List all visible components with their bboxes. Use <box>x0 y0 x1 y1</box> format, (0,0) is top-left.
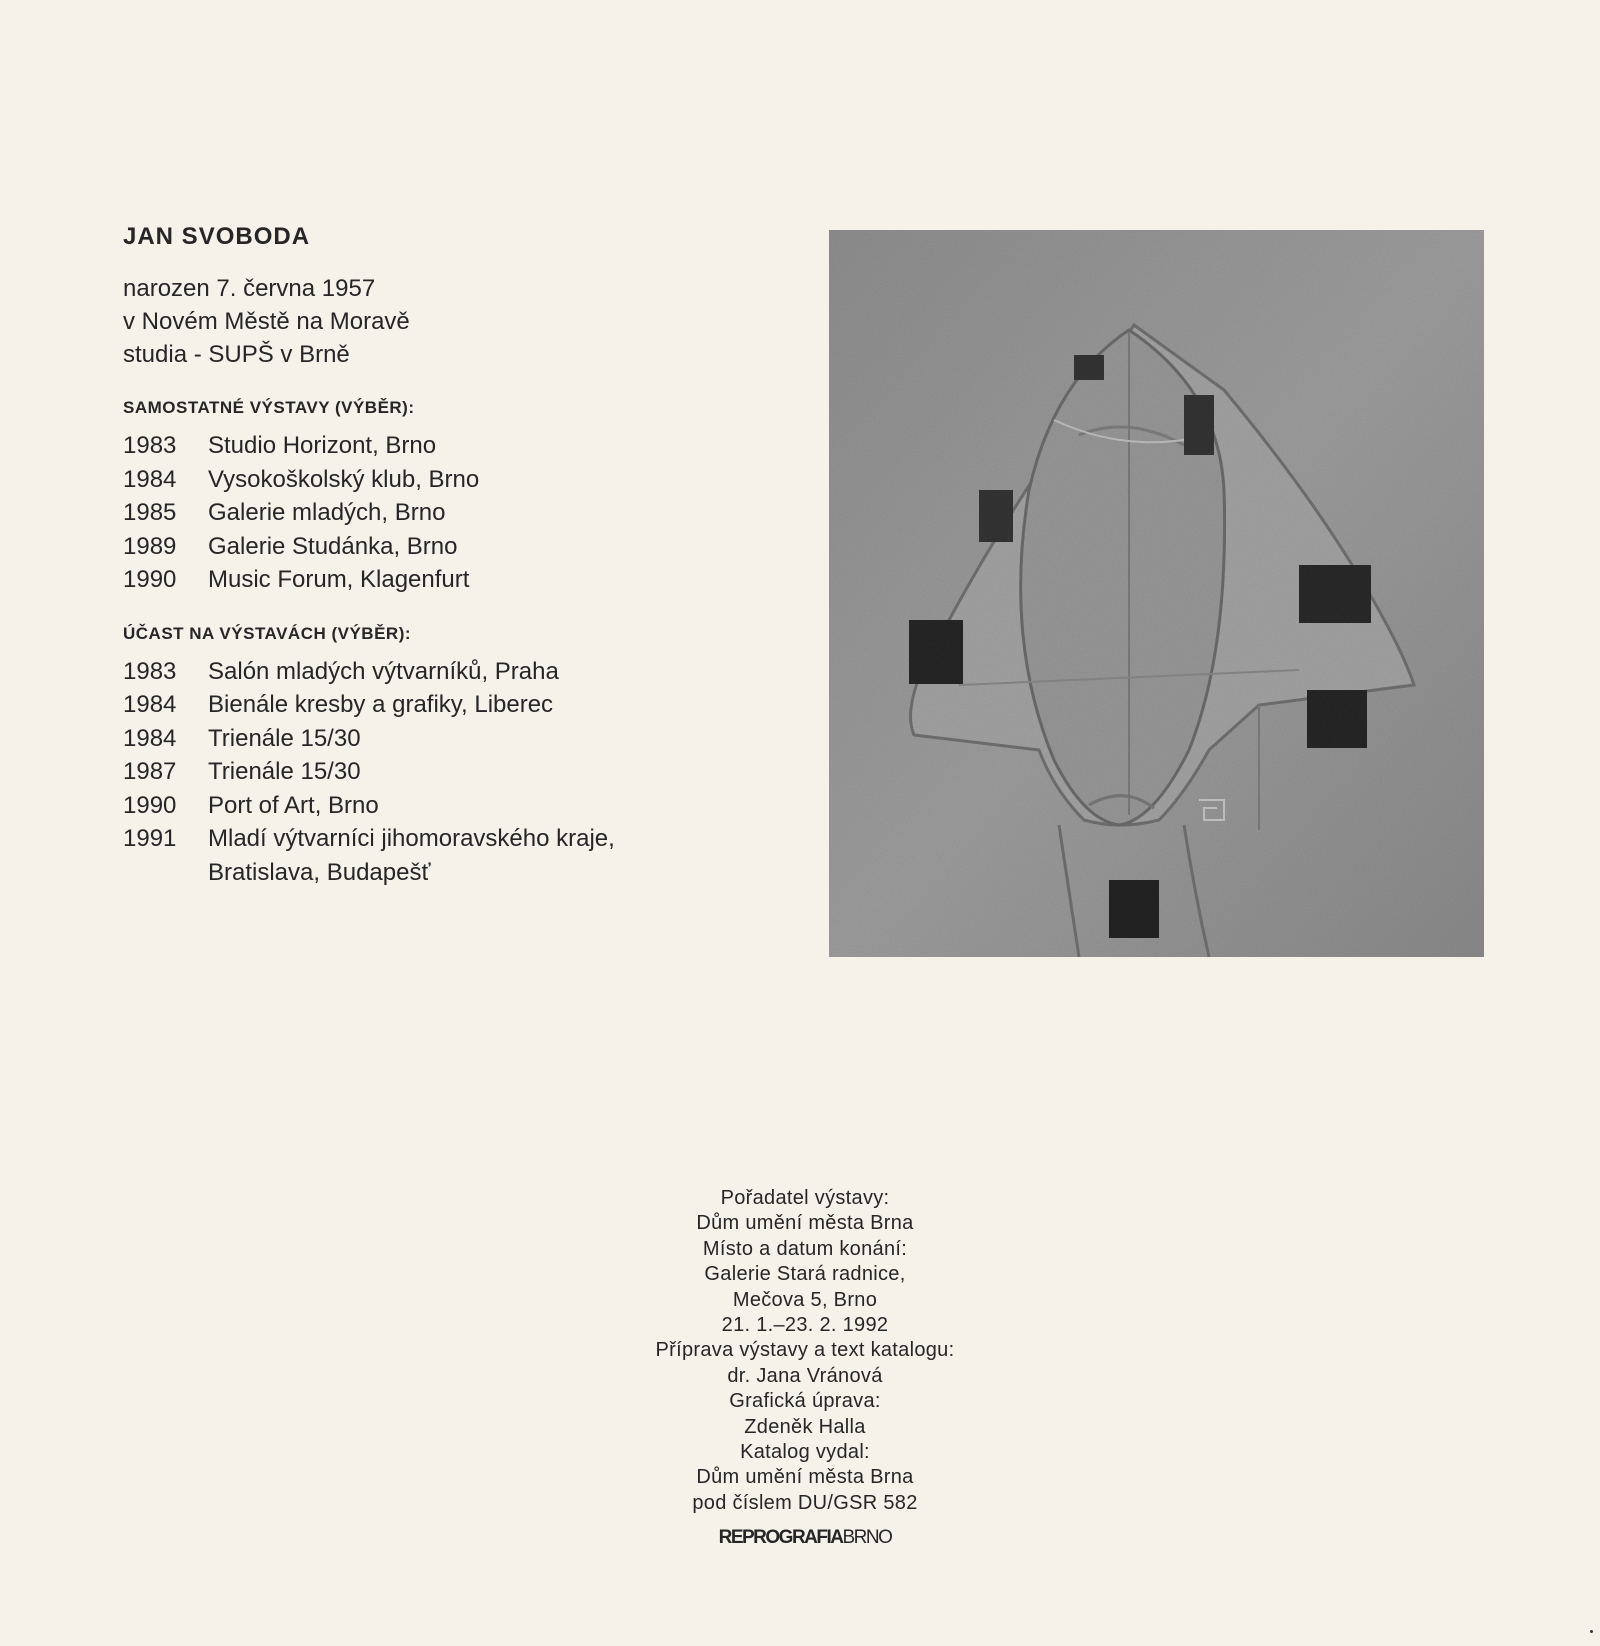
colophon-line: Dům umění města Brna <box>696 1466 914 1489</box>
colophon-line: Mečova 5, Brno <box>732 1288 878 1311</box>
group-exhibition-entry <box>123 655 743 689</box>
entry-place: Vysokoškolský klub, Brno <box>208 465 480 493</box>
colophon-line: pod číslem DU/GSR 582 <box>692 1491 918 1514</box>
solo-exhibition-entry <box>123 496 743 530</box>
printer-logo <box>560 1527 1050 1549</box>
colophon-line: Zdeněk Halla <box>744 1415 866 1438</box>
solo-exhibition-entry <box>123 530 743 564</box>
solo-exhibition-entry <box>123 429 743 463</box>
entry-year <box>123 856 208 890</box>
artist-name: JAN SVOBODA <box>123 223 311 250</box>
colophon-line: Dům umění města Brna <box>696 1212 914 1235</box>
solo-exhibition-entry <box>123 463 743 497</box>
artist-bio <box>123 222 743 889</box>
bio-birth-date: narozen 7. června 1957 <box>123 275 376 302</box>
colophon-line: Příprava výstavy a text katalogu: <box>655 1339 955 1362</box>
colophon-line: Místo a datum konání: <box>702 1237 908 1260</box>
group-exhibition-entry <box>123 688 743 722</box>
group-exhibition-entry <box>123 856 743 890</box>
corner-speck <box>1590 1630 1593 1633</box>
colophon-line: Katalog vydal: <box>740 1441 870 1464</box>
group-exhibition-entry <box>123 722 743 756</box>
group-exhibition-entry <box>123 755 743 789</box>
colophon <box>560 1186 1050 1516</box>
entry-place: Bratislava, Budapešť <box>208 858 431 886</box>
entry-place: Galerie mladých, Brno <box>208 499 446 526</box>
group-exhibitions-list <box>123 655 743 890</box>
colophon-line: 21. 1.–23. 2. 1992 <box>721 1314 889 1337</box>
entry-year: 1983 <box>123 432 177 459</box>
entry-place: Salón mladých výtvarníků, Praha <box>208 657 559 685</box>
entry-year: 1984 <box>123 724 177 752</box>
colophon-line: Pořadatel výstavy: <box>720 1187 890 1209</box>
entry-year: 1990 <box>123 566 177 593</box>
colophon-line: dr. Jana Vránová <box>727 1364 883 1387</box>
bio-studies: studia - SUPŠ v Brně <box>123 341 350 368</box>
colophon-line: Grafická úprava: <box>729 1390 881 1413</box>
bio-birth-place: v Novém Městě na Moravě <box>123 308 410 335</box>
printer-name: REPROGRAFIA <box>718 1527 843 1548</box>
group-exhibition-entry <box>123 822 743 856</box>
solo-exhibition-entry <box>123 563 743 597</box>
entry-year: 1989 <box>123 532 177 560</box>
artwork-photograph <box>829 230 1484 957</box>
entry-place: Studio Horizont, Brno <box>208 432 437 459</box>
group-exhibitions-heading: ÚČAST NA VÝSTAVÁCH (VÝBĚR): <box>123 623 412 643</box>
entry-place: Port of Art, Brno <box>208 791 379 819</box>
entry-place: Trienále 15/30 <box>208 724 361 752</box>
entry-year: 1984 <box>123 465 177 493</box>
entry-place: Mladí výtvarníci jihomoravského kraje, <box>208 825 615 852</box>
solo-exhibitions-heading: SAMOSTATNÉ VÝSTAVY (VÝBĚR): <box>123 398 415 417</box>
entry-place: Music Forum, Klagenfurt <box>208 566 470 593</box>
entry-year: 1985 <box>123 499 177 526</box>
entry-year: 1990 <box>123 791 177 819</box>
printer-city: BRNO <box>842 1527 892 1548</box>
group-exhibition-entry <box>123 789 743 823</box>
entry-year: 1991 <box>123 825 177 852</box>
entry-place: Galerie Studánka, Brno <box>208 532 458 560</box>
entry-year: 1983 <box>123 657 177 685</box>
colophon-line: Galerie Stará radnice, <box>704 1263 906 1286</box>
entry-year: 1984 <box>123 691 177 718</box>
solo-exhibitions-list <box>123 429 743 597</box>
entry-place: Bienále kresby a grafiky, Liberec <box>208 691 554 718</box>
entry-place: Trienále 15/30 <box>208 758 361 785</box>
entry-year: 1987 <box>123 758 177 785</box>
